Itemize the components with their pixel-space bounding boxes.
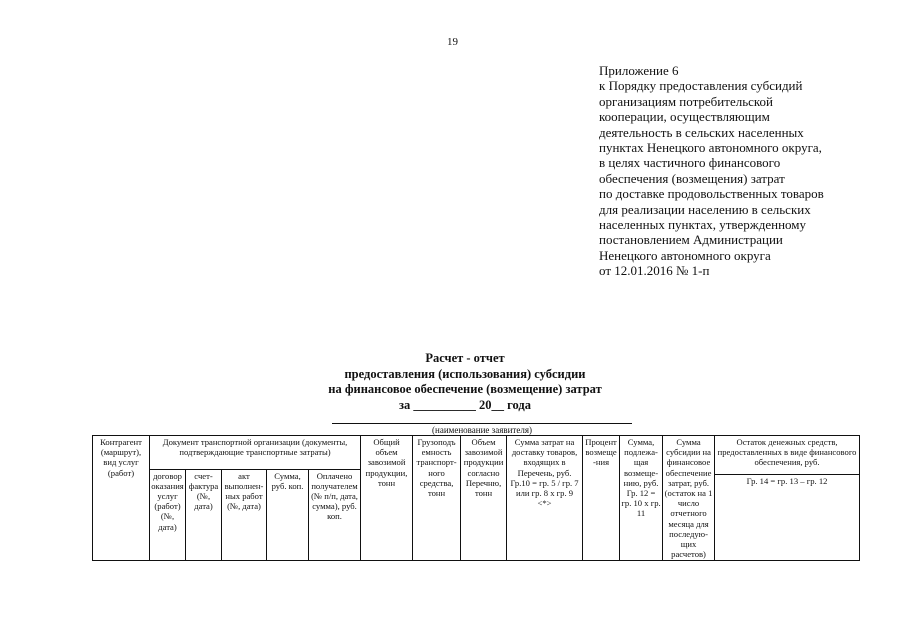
appendix-line: обеспечения (возмещения) затрат — [599, 170, 785, 186]
header-cell-total-volume: Общий объем завозимой продукции, тонн — [361, 436, 413, 561]
page-number: 19 — [447, 36, 458, 48]
appendix-line: постановлением Администрации — [599, 232, 783, 248]
document-title — [270, 351, 660, 413]
header-cell-sum: Сумма, руб. коп. — [267, 469, 309, 561]
header-cell-delivery-sum: Сумма затрат на доставку товаров, входящих в Перечень, руб. Гр.10 = гр. 5 / гр. 7 или гр. 8 х гр. 9 <*> — [507, 436, 583, 561]
header-cell-reimb-sum: Сумма, подлежа-щая возмеще-нию, руб. Гр. 12 = гр. 10 х гр. 11 — [620, 436, 663, 561]
header-cell-act: акт выполнен-ных работ (№, дата) — [222, 469, 267, 561]
header-cell-remainder: Остаток денежных средств, предоставленных в виде финансового обеспечения, руб. Гр. 14 = гр. 13 – гр. 12 — [715, 436, 860, 561]
applicant-underline — [332, 423, 632, 424]
title-line: Расчет - отчет — [425, 351, 505, 365]
title-line: предоставления (использования) субсидии — [344, 366, 586, 381]
applicant-caption: (наименование заявителя) — [432, 425, 532, 435]
appendix-line: кооперации, осуществляющим — [599, 109, 770, 125]
header-cell-percent: Процент возмеще -ния — [583, 436, 620, 561]
appendix-line: в целях частичного финансового — [599, 155, 781, 171]
appendix-line: пунктах Ненецкого автономного округа, — [599, 140, 822, 156]
appendix-line: деятельность в сельских населенных — [599, 124, 804, 140]
title-line: на финансовое обеспечение (возмещение) затрат — [328, 382, 602, 396]
header-cell-capacity: Грузоподъ емность транспорт-ного средства, тонн — [413, 436, 461, 561]
report-period-line: за __________ 20__ года — [399, 397, 531, 412]
header-cell-paid: Оплачено получателем (№ п/п, дата, сумма), руб. коп. — [309, 469, 361, 561]
appendix-line: от 12.01.2016 № 1-п — [599, 263, 710, 279]
header-cell-contract: договор оказания услуг (работ) (№, дата) — [150, 469, 186, 561]
header-cell-invoice: счет-фактура (№, дата) — [186, 469, 222, 561]
header-cell-document-group: Документ транспортной организации (документы, подтверждающие транспортные затраты) — [150, 436, 361, 470]
header-cell-contractor: Контрагент (маршрут), вид услуг (работ) — [93, 436, 150, 561]
appendix-line: по доставке продовольственных товаров — [599, 186, 824, 202]
report-table — [92, 435, 860, 561]
header-cell-volume-list: Объем завозимой продукции согласно Перечню, тонн — [461, 436, 507, 561]
table-header-row — [93, 436, 860, 470]
appendix-line: Приложение 6 — [599, 63, 679, 78]
header-cell-subsidy: Сумма субсидии на финансовое обеспечение затрат, руб. (остаток на 1 число отчетного месяца для последую-щих расчетов) — [663, 436, 715, 561]
appendix-line: к Порядку предоставления субсидий — [599, 78, 803, 94]
appendix-line: организациям потребительской — [599, 93, 774, 109]
appendix-line: для реализации населению в сельских — [599, 201, 811, 217]
appendix-line: Ненецкого автономного округа — [599, 247, 771, 263]
appendix-header — [599, 63, 889, 279]
appendix-line: населенных пунктах, утвержденному — [599, 217, 807, 233]
